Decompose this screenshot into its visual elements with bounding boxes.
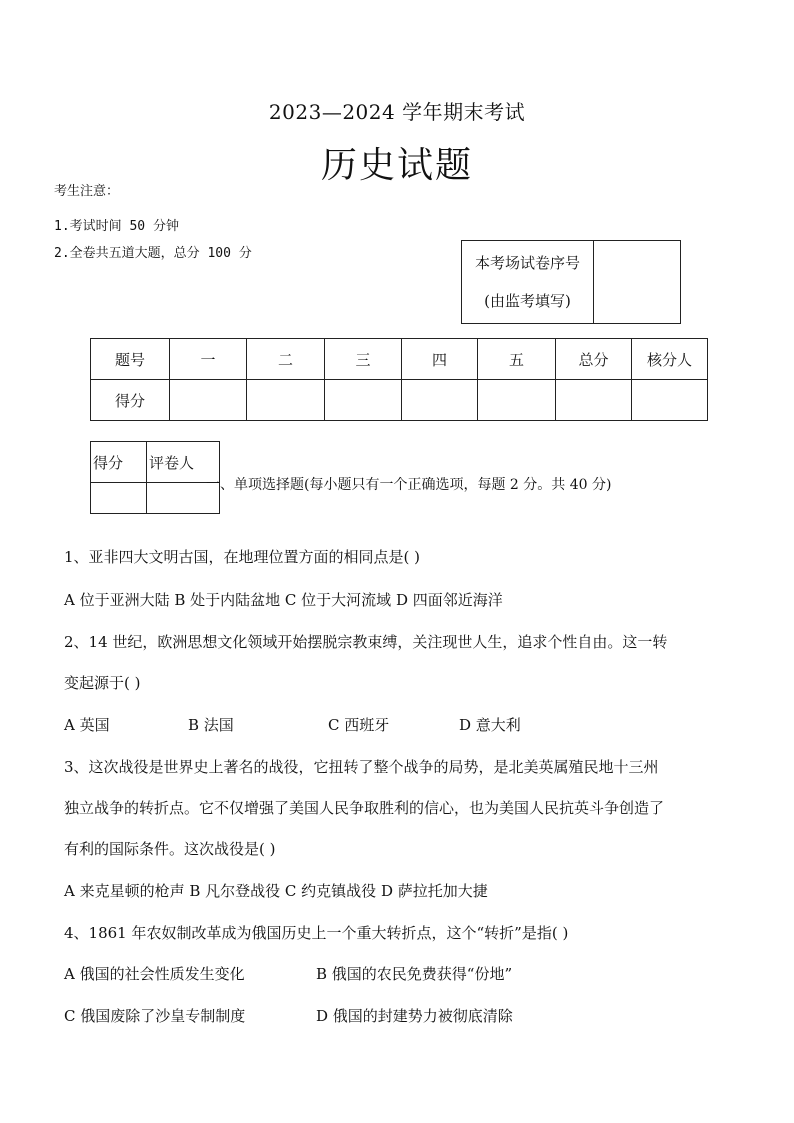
score-header-cell: 核分人 (632, 339, 708, 380)
sequence-label-line2: (由监考填写) (484, 292, 571, 310)
question-3-stem-line3: 有利的国际条件。这次战役是( ) (64, 840, 276, 858)
score-header-cell: 总分 (556, 339, 632, 380)
question-4-option-a: A 俄国的社会性质发生变化 (64, 965, 245, 983)
score-input-cell[interactable] (325, 380, 402, 421)
notice-item-2: 2.全卷共五道大题，总分 100 分 (54, 246, 252, 261)
score-input-cell[interactable] (632, 380, 708, 421)
sequence-label-line1: 本考场试卷序号 (474, 254, 580, 272)
sequence-label-cell (462, 241, 594, 324)
section-title: 一、单项选择题(每小题只有一个正确选项，每题 2 分。共 40 分) (206, 477, 612, 493)
score-table-header-row (91, 339, 708, 380)
score-header-cell: 一 (170, 339, 247, 380)
question-1-stem: 1、亚非四大文明古国，在地理位置方面的相同点是( ) (64, 548, 421, 566)
question-2-option-d: D 意大利 (459, 716, 521, 734)
score-header-cell: 题号 (91, 339, 170, 380)
question-3-options: A 来克星顿的枪声 B 凡尔登战役 C 约克镇战役 D 萨拉托加大捷 (64, 882, 488, 900)
score-table-score-row (91, 380, 708, 421)
exam-year-line: 2023—2024 学年期末考试 (268, 100, 526, 124)
question-2-stem-line2: 变起源于( ) (64, 674, 141, 692)
score-header-cell: 二 (247, 339, 325, 380)
score-input-cell[interactable] (247, 380, 325, 421)
notice-item-1: 1.考试时间 50 分钟 (54, 219, 179, 234)
question-2-option-b: B 法国 (188, 716, 234, 734)
score-input-cell[interactable] (478, 380, 556, 421)
score-header-cell: 三 (325, 339, 402, 380)
grader-score-label: 得分 (91, 442, 147, 483)
notice-title: 考生注意： (54, 184, 120, 199)
sequence-number-field[interactable] (594, 241, 681, 324)
question-2-option-c: C 西班牙 (328, 716, 390, 734)
score-input-cell[interactable] (402, 380, 478, 421)
grader-score-field[interactable] (91, 483, 147, 514)
score-input-cell[interactable] (556, 380, 632, 421)
score-row-label: 得分 (91, 380, 170, 421)
exam-sequence-box (461, 240, 681, 324)
score-input-cell[interactable] (170, 380, 247, 421)
question-3-stem-line2: 独立战争的转折点。它不仅增强了美国人民争取胜利的信心，也为美国人民抗英斗争创造了 (64, 799, 665, 817)
question-4-stem: 4、1861 年农奴制改革成为俄国历史上一个重大转折点，这个“转折”是指( ) (64, 924, 569, 942)
score-header-cell: 四 (402, 339, 478, 380)
question-4-option-c: C 俄国废除了沙皇专制制度 (64, 1007, 246, 1025)
score-table (90, 338, 708, 421)
question-4-option-d: D 俄国的封建势力被彻底清除 (316, 1007, 513, 1025)
question-2-option-a: A 英国 (64, 716, 110, 734)
question-2-stem-line1: 2、14 世纪，欧洲思想文化领域开始摆脱宗教束缚，关注现世人生，追求个性自由。这一转 (64, 633, 668, 651)
score-header-cell: 五 (478, 339, 556, 380)
subject-title: 历史试题 (320, 145, 473, 186)
grader-name-label: 评卷人 (147, 442, 220, 483)
question-3-stem-line1: 3、这次战役是世界史上著名的战役，它扭转了整个战争的局势，是北美英属殖民地十三州 (64, 758, 659, 776)
grader-box (90, 441, 220, 514)
question-4-option-b: B 俄国的农民免费获得“份地” (316, 965, 513, 983)
question-1-options: A 位于亚洲大陆 B 处于内陆盆地 C 位于大河流域 D 四面邻近海洋 (64, 591, 503, 609)
